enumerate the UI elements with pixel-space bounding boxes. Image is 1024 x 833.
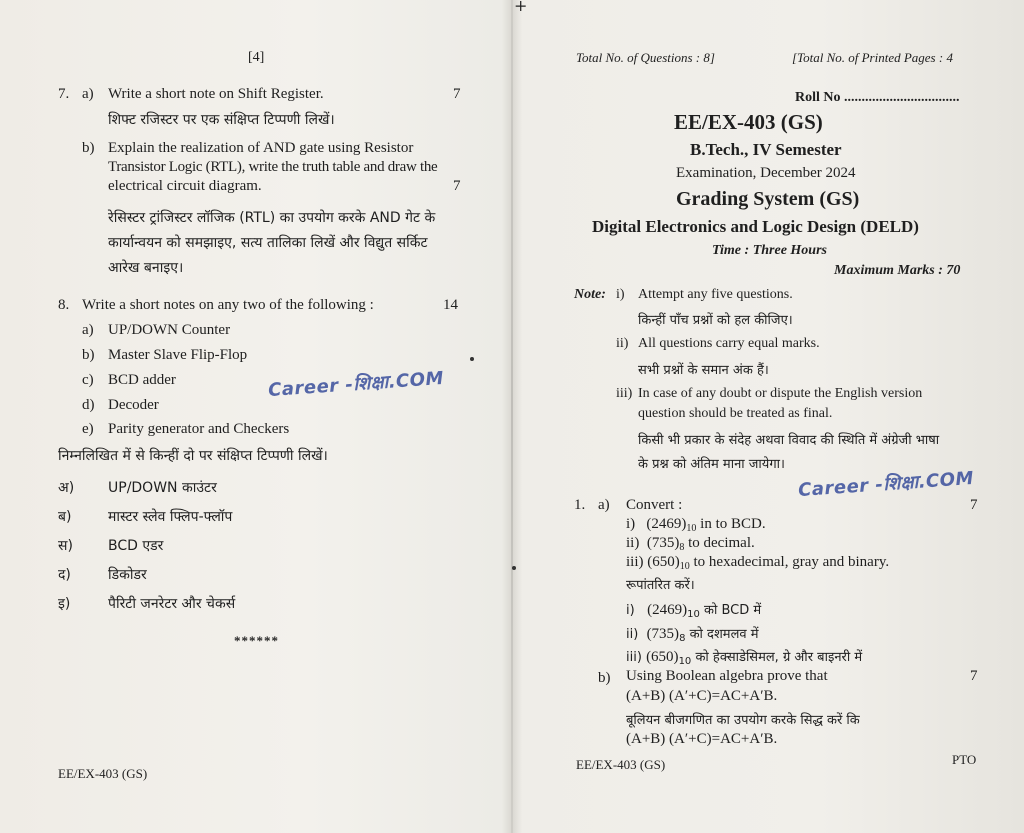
q1a-hindi-ii-line (626, 624, 759, 643)
q1a-i-number: (2469) (646, 516, 687, 532)
q8-item-label: d) (82, 397, 95, 413)
q1a-hindi-ii-rest: को दशमलव में (689, 627, 759, 642)
q7b-marks: 7 (453, 178, 461, 194)
note-i-number: i) (616, 287, 625, 302)
q1a-hindi-ii-base: 8 (679, 633, 686, 644)
q1b-marks: 7 (970, 668, 978, 684)
note-ii-number: ii) (616, 336, 629, 351)
ink-dot (512, 566, 516, 570)
q1a-hindi-iii-label: iii) (626, 650, 642, 665)
footer-course-code: EE/EX-403 (GS) (58, 766, 148, 781)
note-ii-text: All questions carry equal marks. (638, 336, 820, 351)
ink-dot (470, 357, 474, 361)
q1a-i-line (626, 516, 766, 533)
q8-text: Write a short notes on any two of the following : (82, 297, 374, 313)
q8-hindi-item-text: डिकोडर (108, 567, 147, 583)
q8-hindi-item-label: ब) (58, 509, 72, 525)
q8-hindi-item-label: द) (58, 567, 71, 583)
q1a-i-rest: in to BCD. (700, 516, 766, 532)
q7b-hindi-line3: आरेख बनाइए। (108, 260, 184, 276)
q8-hindi-item-text: मास्टर स्लेव फ्लिप-फ्लॉप (108, 509, 233, 525)
q7b-hindi-line1: रेसिस्टर ट्रांजिस्टर लॉजिक (RTL) का उपयोग करके AND गेट के (108, 210, 436, 226)
q1a-iii-base: 10 (679, 561, 690, 572)
note-label: Note: (574, 287, 606, 302)
q7a-marks: 7 (453, 86, 461, 102)
q1a-iii-rest: to hexadecimal, gray and binary. (693, 554, 890, 570)
q1a-text: Convert : (626, 497, 683, 513)
crosshair-mark: + (514, 0, 528, 15)
q1a-hindi-ii-number: (735) (646, 626, 680, 642)
note-i-text: Attempt any five questions. (638, 287, 793, 302)
q1a-ii-number: (735) (646, 535, 680, 551)
q1a-hindi-i-number: (2469) (647, 602, 688, 618)
note-ii-hindi: सभी प्रश्नों के समान अंक हैं। (638, 363, 769, 378)
q1b-equation-hindi: (A+B) (A′+C)=AC+A′B. (626, 731, 778, 747)
q8-marks: 14 (443, 297, 458, 313)
q8-hindi-item-text: पैरिटी जनरेटर और चेकर्स (108, 596, 236, 612)
q8-hindi-item-label: इ) (58, 596, 71, 612)
note-iii-number: iii) (616, 386, 633, 401)
time-allowed: Time : Three Hours (712, 243, 827, 258)
q1a-iii-line (626, 554, 889, 571)
q1a-hindi-i-rest: को BCD में (703, 603, 762, 618)
q7b-text-line2: Transistor Logic (RTL), write the truth table and draw the (108, 159, 438, 175)
q1a-label: a) (598, 497, 610, 513)
q1a-ii-label: ii) (626, 535, 640, 551)
q8-hindi-item-label: स) (58, 538, 73, 554)
q8-item-text: BCD adder (108, 372, 176, 388)
q8-hindi: निम्नलिखित में से किन्हीं दो पर संक्षिप्त टिप्पणी लिखें। (58, 448, 328, 464)
maximum-marks: Maximum Marks : 70 (834, 263, 961, 278)
grading-system-title: Grading System (GS) (676, 188, 860, 210)
q7b-text-line1: Explain the realization of AND gate using Resistor (108, 140, 414, 156)
q1a-i-label: i) (626, 516, 636, 532)
q8-item-label: e) (82, 421, 94, 437)
q1a-ii-line (626, 535, 755, 552)
note-iii-hindi-line1: किसी भी प्रकार के संदेह अथवा विवाद की स्थिति में अंग्रेजी भाषा (638, 433, 940, 448)
q7b-text-line3: electrical circuit diagram. (108, 178, 262, 194)
q8-hindi-item-text: UP/DOWN काउंटर (108, 480, 217, 496)
q1a-hindi-iii-rest: को हेक्साडेसिमल, ग्रे और बाइनरी में (695, 650, 863, 665)
q1a-marks: 7 (970, 497, 978, 513)
q7-number: 7. (58, 86, 70, 102)
please-turn-over: PTO (952, 752, 977, 767)
q7a-hindi: शिफ्ट रजिस्टर पर एक संक्षिप्त टिप्पणी लिखें। (108, 112, 335, 128)
course-code-title: EE/EX-403 (GS) (674, 110, 823, 134)
q7b-label: b) (82, 140, 95, 156)
q1a-hindi-i-line (626, 600, 761, 619)
q8-item-text: Master Slave Flip-Flop (108, 347, 248, 363)
end-of-paper-mark: ****** (234, 633, 279, 648)
watermark-stamp: Career -शिक्षा.COM (797, 467, 975, 502)
right-page (512, 0, 1024, 833)
q8-item-text: UP/DOWN Counter (108, 322, 231, 338)
note-iii-text-line1: In case of any doubt or dispute the English version (638, 386, 923, 401)
q8-item-label: b) (82, 347, 95, 363)
note-iii-hindi-line2: के प्रश्न को अंतिम माना जायेगा। (638, 457, 785, 472)
program-title: B.Tech., IV Semester (690, 140, 842, 159)
q1a-hindi: रूपांतरित करें। (626, 578, 695, 593)
q1b-text: Using Boolean algebra prove that (626, 668, 828, 684)
total-questions: Total No. of Questions : 8] (576, 50, 715, 65)
subject-title: Digital Electronics and Logic Design (DELD) (592, 217, 919, 236)
q1a-iii-label: iii) (626, 554, 644, 570)
q1b-label: b) (598, 670, 611, 686)
q7a-label: a) (82, 86, 94, 102)
q7a-text: Write a short note on Shift Register. (108, 86, 324, 102)
q1a-iii-number: (650) (647, 554, 680, 570)
watermark-stamp: Career -शिक्षा.COM (267, 367, 445, 402)
note-i-hindi: किन्हीं पाँच प्रश्नों को हल कीजिए। (638, 313, 793, 328)
q1a-hindi-iii-base: 10 (678, 656, 692, 667)
q8-number: 8. (58, 297, 70, 313)
q7b-hindi-line2: कार्यान्वयन को समझाइए, सत्य तालिका लिखें और विद्युत सर्किट (108, 235, 428, 251)
exam-title: Examination, December 2024 (676, 165, 856, 181)
note-iii-text-line2: question should be treated as final. (638, 406, 833, 421)
q8-item-text: Decoder (108, 397, 159, 413)
q8-item-label: c) (82, 372, 94, 388)
q8-hindi-item-label: अ) (58, 480, 75, 496)
total-printed-pages: [Total No. of Printed Pages : 4 (792, 50, 953, 65)
q1-number: 1. (574, 497, 586, 513)
q8-item-label: a) (82, 322, 94, 338)
q1a-i-base: 10 (686, 523, 697, 534)
q1a-hindi-i-base: 10 (687, 609, 700, 620)
q1a-hindi-i-label: i) (626, 603, 635, 618)
q1a-ii-base: 8 (679, 542, 685, 553)
q1a-ii-rest: to decimal. (688, 535, 755, 551)
footer-course-code: EE/EX-403 (GS) (576, 757, 666, 772)
q8-item-text: Parity generator and Checkers (108, 421, 290, 437)
page-number: [4] (248, 50, 265, 65)
roll-no-field: Roll No ................................. (795, 90, 960, 105)
q1a-hindi-iii-number: (650) (646, 649, 679, 665)
q1b-equation: (A+B) (A′+C)=AC+A′B. (626, 688, 778, 704)
q1a-hindi-iii-line (626, 647, 862, 666)
q8-hindi-item-text: BCD एडर (108, 538, 164, 554)
q1b-hindi: बूलियन बीजगणित का उपयोग करके सिद्ध करें कि (626, 713, 860, 728)
q1a-hindi-ii-label: ii) (626, 627, 639, 642)
